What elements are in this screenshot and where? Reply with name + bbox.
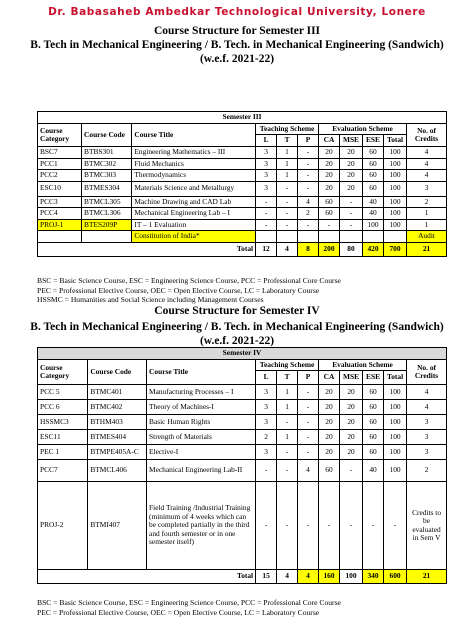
sem3-h-title: Course Title (132, 124, 256, 147)
table-cell: Mechanical Engineering Lab-II (147, 460, 256, 482)
sem3-total-p: 8 (298, 242, 319, 256)
table-cell: 100 (384, 385, 407, 400)
table-cell (277, 231, 298, 243)
table-row (38, 208, 447, 220)
table-cell: 4 (298, 196, 319, 208)
sem3-h-t: T (277, 135, 298, 147)
sem3-total-ca: 200 (318, 242, 339, 256)
sem3-h-p: P (298, 135, 319, 147)
table-cell: BTMCL305 (82, 196, 132, 208)
table-cell: 20 (319, 445, 340, 460)
table-cell: 60 (318, 196, 339, 208)
table-row (38, 181, 447, 196)
sem4-h-p: P (298, 371, 319, 385)
table-cell: 60 (319, 460, 340, 482)
table-cell: 60 (363, 158, 384, 170)
table-cell: BTBS301 (82, 147, 132, 159)
table-cell: 60 (363, 147, 384, 159)
table-cell (298, 231, 319, 243)
table-cell: - (277, 219, 298, 231)
table-cell: - (298, 430, 319, 445)
table-cell: 3 (256, 158, 277, 170)
sem3-h-category: Course Category (38, 124, 82, 147)
sem4-total-mse: 100 (339, 570, 362, 584)
sem4-table (37, 347, 447, 584)
table-cell: 3 (256, 445, 277, 460)
table-cell: 20 (319, 385, 340, 400)
table-cell: - (256, 460, 277, 482)
sem3-notes (37, 276, 341, 305)
sem4-total-p: 4 (298, 570, 319, 584)
sem4-notes (37, 598, 341, 617)
table-cell: Materials Science and Metallurgy (132, 181, 256, 196)
table-cell (318, 231, 339, 243)
sem4-total-total: 600 (384, 570, 407, 584)
table-cell: PROJ-1 (38, 219, 82, 231)
table-cell (363, 231, 384, 243)
table-cell: PCC2 (38, 170, 82, 182)
table-cell: 4 (407, 158, 447, 170)
table-cell: 100 (384, 445, 407, 460)
sem4-h-teaching: Teaching Scheme (256, 360, 319, 371)
note-line: PEC = Professional Elective Course, OEC = Open Elective Course, LC = Laboratory Course (37, 607, 320, 617)
sem3-h-eval: Evaluation Scheme (318, 124, 406, 135)
sem4-h-credits: No. of Credits (407, 360, 447, 385)
table-cell: - (339, 219, 362, 231)
table-cell: PCC 5 (38, 385, 88, 400)
table-cell: 4 (407, 385, 447, 400)
table-cell: 100 (383, 208, 406, 220)
table-row (38, 460, 447, 482)
table-cell: 100 (384, 460, 407, 482)
table-cell: 1 (407, 208, 447, 220)
table-cell: 4 (407, 400, 447, 415)
table-cell: - (256, 196, 277, 208)
table-cell: 20 (339, 430, 362, 445)
table-cell: 100 (383, 219, 406, 231)
table-cell: 3 (407, 445, 447, 460)
table-cell: PEC 1 (38, 445, 88, 460)
table-cell: Audit (407, 231, 447, 243)
university-title: Dr. Babasaheb Ambedkar Technological University, Lonere (48, 6, 426, 18)
table-cell: - (319, 482, 340, 570)
table-row (38, 158, 447, 170)
sem4-h-title: Course Title (147, 360, 256, 385)
table-cell: PCC4 (38, 208, 82, 220)
table-cell: 20 (319, 430, 340, 445)
table-row (38, 196, 447, 208)
table-cell: - (339, 208, 362, 220)
table-cell: - (298, 415, 319, 430)
table-cell: 20 (339, 415, 362, 430)
sem4-h-t: T (277, 371, 298, 385)
table-cell: 20 (339, 147, 362, 159)
note-line: BSC = Basic Science Course, ESC = Engineering Science Course, PCC = Professional Core Course (37, 276, 341, 285)
table-cell: - (339, 460, 362, 482)
table-cell: BSC7 (38, 147, 82, 159)
table-cell: 20 (339, 181, 362, 196)
table-cell: BTMES404 (88, 430, 147, 445)
table-cell: 20 (339, 385, 362, 400)
table-cell: 20 (339, 445, 362, 460)
sem3-h-mse: MSE (339, 135, 362, 147)
table-cell: 60 (363, 445, 384, 460)
table-cell: BTHM403 (88, 415, 147, 430)
table-cell: - (277, 196, 298, 208)
table-cell: - (339, 482, 362, 570)
table-cell: 1 (277, 158, 298, 170)
table-cell: 20 (339, 400, 362, 415)
table-cell: - (384, 482, 407, 570)
sem3-total-ese: 420 (363, 242, 384, 256)
table-cell: 3 (256, 385, 277, 400)
sem4-title: Course Structure for Semester IV (154, 305, 320, 317)
table-row (38, 385, 447, 400)
sem3-total-label: Total (38, 242, 256, 256)
table-cell: 3 (407, 430, 447, 445)
table-cell: 3 (256, 147, 277, 159)
table-cell: 2 (256, 430, 277, 445)
table-cell: 2 (298, 208, 319, 220)
table-cell: 100 (384, 430, 407, 445)
table-cell: 20 (339, 170, 362, 182)
sem3-total-mse: 80 (339, 242, 362, 256)
table-cell: 60 (318, 208, 339, 220)
table-row (38, 170, 447, 182)
table-cell: PROJ-2 (38, 482, 88, 570)
table-cell: 100 (383, 170, 406, 182)
table-cell: Thermodynamics (132, 170, 256, 182)
table-cell: Credits to be evaluated in Sem V (407, 482, 447, 570)
table-cell: Machine Drawing and CAD Lab (132, 196, 256, 208)
table-cell: 100 (383, 158, 406, 170)
note-line: PEC = Professional Elective Course, OEC = Open Elective Course, LC = Laboratory Course (37, 285, 320, 295)
table-cell: PCC7 (38, 460, 88, 482)
table-row (38, 415, 447, 430)
sem4-subtitle: B. Tech in Mechanical Engineering / B. Tech. in Mechanical Engineering (Sandwich) (30, 321, 444, 333)
table-cell (82, 231, 132, 243)
table-cell (383, 231, 406, 243)
table-cell: - (298, 482, 319, 570)
table-cell: - (298, 385, 319, 400)
table-cell: 1 (277, 430, 298, 445)
table-cell: 4 (407, 170, 447, 182)
table-cell: 60 (363, 385, 384, 400)
table-cell (256, 231, 277, 243)
table-row (38, 400, 447, 415)
table-cell: - (298, 147, 319, 159)
sem3-wef: (w.e.f. 2021-22) (199, 53, 275, 65)
sem3-total-l: 12 (256, 242, 277, 256)
sem4-h-category: Course Category (38, 360, 88, 385)
table-cell: Basic Human Rights (147, 415, 256, 430)
table-cell: 4 (407, 147, 447, 159)
table-cell (339, 231, 362, 243)
sem4-h-ca: CA (319, 371, 340, 385)
table-cell: - (298, 219, 319, 231)
sem3-total-total: 700 (383, 242, 406, 256)
table-cell: - (298, 170, 319, 182)
table-cell: BTMI407 (88, 482, 147, 570)
table-cell: 2 (407, 460, 447, 482)
table-cell: IT – 1 Evaluation (132, 219, 256, 231)
sem4-h-eval: Evaluation Scheme (319, 360, 407, 371)
table-row (38, 147, 447, 159)
table-cell: 20 (319, 400, 340, 415)
table-cell: Constitution of India* (132, 231, 256, 243)
table-cell: 100 (384, 415, 407, 430)
table-cell: - (277, 445, 298, 460)
table-cell: - (277, 460, 298, 482)
table-cell: 20 (318, 158, 339, 170)
table-cell: 60 (363, 415, 384, 430)
table-cell: - (277, 482, 298, 570)
table-cell: - (277, 181, 298, 196)
table-cell (38, 231, 82, 243)
table-cell: 2 (407, 196, 447, 208)
table-row (38, 231, 447, 243)
sem3-h-ese: ESE (363, 135, 384, 147)
sem4-total-t: 4 (277, 570, 298, 584)
table-cell: BTES209P (82, 219, 132, 231)
table-cell: PCC1 (38, 158, 82, 170)
table-cell: BTMC401 (88, 385, 147, 400)
sem3-h-ca: CA (318, 135, 339, 147)
table-cell: - (256, 219, 277, 231)
table-cell: 40 (363, 460, 384, 482)
sem3-subtitle: B. Tech in Mechanical Engineering / B. Tech. in Mechanical Engineering (Sandwich) (30, 39, 444, 51)
table-cell: - (363, 482, 384, 570)
note-line: HSSMC = Humanities and Social Science including Management Courses (37, 295, 264, 305)
table-cell: 3 (256, 400, 277, 415)
table-cell: Manufacturing Processes – I (147, 385, 256, 400)
table-cell: 100 (383, 181, 406, 196)
table-cell: Mechanical Engineering Lab – I (132, 208, 256, 220)
table-cell: PCC3 (38, 196, 82, 208)
table-cell: 100 (383, 196, 406, 208)
sem4-total-label: Total (38, 570, 256, 584)
table-cell: Field Training /Industrial Training (minimum of 4 weeks which can be completed partially in the third and fourth semester or in one semester itself) (147, 482, 256, 570)
table-cell: 20 (318, 170, 339, 182)
sem4-total-l: 15 (256, 570, 277, 584)
table-cell: - (298, 181, 319, 196)
table-cell: 100 (383, 147, 406, 159)
table-cell: BTMPE405A-C (88, 445, 147, 460)
table-cell: Fluid Mechanics (132, 158, 256, 170)
sem3-h-credits: No. of Credits (407, 124, 447, 147)
table-cell: 60 (363, 181, 384, 196)
table-cell: - (298, 158, 319, 170)
table-cell: 20 (339, 158, 362, 170)
table-cell: 20 (318, 147, 339, 159)
table-cell: BTMCL306 (82, 208, 132, 220)
table-cell: BTMC302 (82, 158, 132, 170)
table-cell: Elective-I (147, 445, 256, 460)
table-cell: - (318, 219, 339, 231)
sem3-table (37, 111, 447, 257)
sem4-h-code: Course Code (88, 360, 147, 385)
table-cell: Strength of Materials (147, 430, 256, 445)
table-cell: Theory of Machines-I (147, 400, 256, 415)
table-cell: 1 (277, 385, 298, 400)
table-row (38, 445, 447, 460)
sem4-h-l: L (256, 371, 277, 385)
sem3-h-code: Course Code (82, 124, 132, 147)
table-cell: 3 (407, 181, 447, 196)
table-cell: - (298, 400, 319, 415)
table-cell: 1 (407, 219, 447, 231)
sem3-h-l: L (256, 135, 277, 147)
sem3-table-title: Semester III (38, 112, 447, 124)
table-cell: 1 (277, 400, 298, 415)
table-cell: - (256, 482, 277, 570)
sem3-total-t: 4 (277, 242, 298, 256)
sem3-total-credits: 21 (407, 242, 447, 256)
table-cell: 60 (363, 430, 384, 445)
sem3-h-teaching: Teaching Scheme (256, 124, 319, 135)
sem4-h-mse: MSE (339, 371, 362, 385)
table-cell: 100 (363, 219, 384, 231)
table-cell: BTMC402 (88, 400, 147, 415)
table-cell: 20 (318, 181, 339, 196)
table-cell: HSSMC3 (38, 415, 88, 430)
table-cell: 60 (363, 400, 384, 415)
table-cell: BTMES304 (82, 181, 132, 196)
sem4-h-total: Total (384, 371, 407, 385)
table-cell: 4 (298, 460, 319, 482)
table-cell: PCC 6 (38, 400, 88, 415)
table-cell: - (256, 208, 277, 220)
table-row (38, 482, 447, 570)
sem4-h-ese: ESE (363, 371, 384, 385)
table-cell: Engineering Mathematics – III (132, 147, 256, 159)
table-cell: - (277, 415, 298, 430)
table-cell: BTMC303 (82, 170, 132, 182)
table-cell: 3 (256, 170, 277, 182)
table-cell: 60 (363, 170, 384, 182)
table-cell: 40 (363, 208, 384, 220)
table-cell: - (277, 208, 298, 220)
table-cell: 1 (277, 147, 298, 159)
table-cell: 40 (363, 196, 384, 208)
table-cell: BTMCL406 (88, 460, 147, 482)
sem4-wef: (w.e.f. 2021-22) (199, 335, 275, 347)
table-cell: 3 (256, 415, 277, 430)
table-row (38, 430, 447, 445)
sem4-total-credits: 21 (407, 570, 447, 584)
table-row (38, 219, 447, 231)
sem4-total-ese: 340 (363, 570, 384, 584)
table-cell: 100 (384, 400, 407, 415)
table-cell: 3 (256, 181, 277, 196)
table-cell: - (339, 196, 362, 208)
sem4-total-ca: 160 (319, 570, 340, 584)
sem3-h-total: Total (383, 135, 406, 147)
table-cell: 1 (277, 170, 298, 182)
table-cell: ESC11 (38, 430, 88, 445)
note-line: BSC = Basic Science Course, ESC = Engineering Science Course, PCC = Professional Core Course (37, 598, 341, 607)
table-cell: - (298, 445, 319, 460)
sem3-title: Course Structure for Semester III (153, 25, 321, 37)
table-cell: 20 (319, 415, 340, 430)
table-cell: 3 (407, 415, 447, 430)
table-cell: ESC10 (38, 181, 82, 196)
sem4-table-title: Semester IV (38, 348, 447, 360)
